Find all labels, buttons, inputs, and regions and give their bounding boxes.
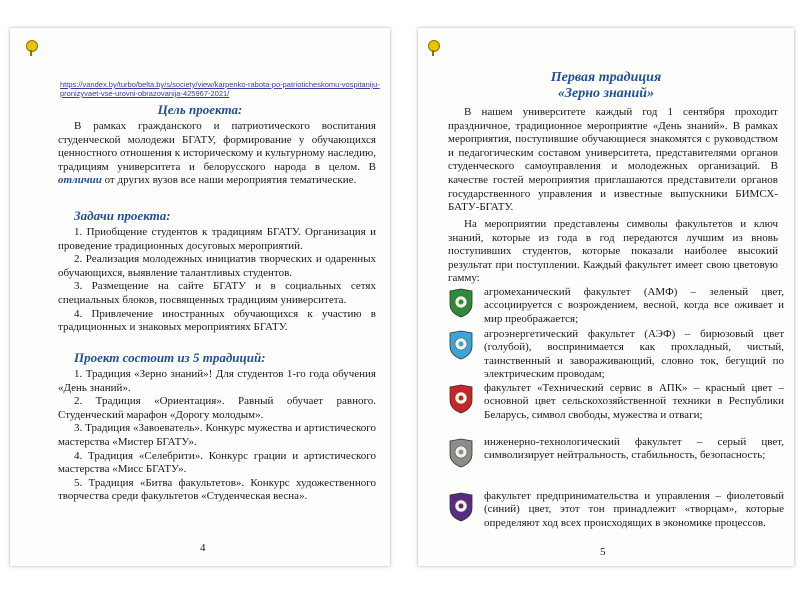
faculty-item [448,382,784,430]
faculty-item [448,286,784,334]
tasks-heading: Задачи проекта: [74,208,171,223]
pin-icon [428,40,440,52]
list-item: 4. Привлечение иностранных обучающихся к участию в традиционных и знаковых мероприятиях БГАТУ. [58,307,376,334]
page-subtitle: «Зерно знаний» [557,86,655,101]
amf-emblem-icon [448,288,474,318]
faculty-text: факультет «Технический сервис в АПК» – красный цвет – основной цвет сельскохозяйственной техники в Республики Беларусь, символ свободы, мужества и отваги; [484,382,784,421]
faculty-item [448,328,784,381]
fpu-emblem-icon [448,492,474,522]
list-item: 1. Традиция «Зерно знаний»! Для студентов 1-го года обучения «День знаний». [58,368,376,394]
source-link[interactable]: https://vandex.by/turbo/belta.by/s/society/view/karpenko-rabota-po-patrioticheskomu-vospitaniju-pronizyvaet-vse-urovni-obrazovanija-425967-2021/ [60,80,380,98]
list-item: 5. Традиция «Битва факультетов». Конкурс художественного творчества среди факультетов «Студенческая весна». [58,476,376,503]
list-item: 2. Традиция «Ориентация». Равный обучает равного. Студенческий марафон «Дорогу молодым». [58,395,376,421]
faculty-text: агроэнергетический факультет (АЭФ) – бирюзовый цвет (голубой), воспринимается как прохладный, чистый, таинственный и завораживающий, словно ток, бегущий по электрическим проводам; [484,328,784,381]
traditions-list [58,368,376,504]
right-page [418,28,794,566]
goal-text [58,120,376,188]
list-item: 1. Приобщение студентов к традициям БГАТУ. Организация и проведение традиционных досуговых мероприятий. [58,226,376,252]
page-number: 4 [200,542,206,554]
faculty-item [448,436,784,484]
faculty-item [448,490,784,538]
page-number: 5 [600,546,606,558]
aef-emblem-icon [448,330,474,360]
faculty-text: агромеханический факультет (АМФ) – зеленый цвет, ассоциируется с возрождением, весной, когда все оживает и мир преображается; [484,286,784,325]
tasks-list [58,226,376,335]
pin-icon [26,40,38,52]
goal-text-emphasis: отличии [58,174,102,187]
intro-paragraph: В нашем университете каждый год 1 сентября проходит праздничное, традиционное мероприятие «День знаний». В рамках мероприятия, поступившие обучающиеся знакомятся с руководством и педагогическим составом университета, представителями органов студенческого самоуправления и молодежных организаций. В качестве гостей мероприятия приглашаются представители органов государственного управления и известные выпускники БИМСХ-БАТУ-БГАТУ. [448,106,778,214]
itf-emblem-icon [448,438,474,468]
goal-text-part1: В рамках гражданского и патриотического воспитания студенческой молодежи БГАТУ, формирование у обучающихся ценностного отношения к историческому и культурному наследию, традициям университета и белорусского народа в целом. В [58,120,376,173]
list-item: 4. Традиция «Селебрити». Конкурс грации и артистического мастерства «Мисс БГАТУ». [58,449,376,476]
project-heading: Проект состоит из 5 традиций: [74,350,266,365]
goal-text-part2: от других вузов все наши мероприятия тематические. [101,174,357,187]
symbols-paragraph: На мероприятии представлены символы факультетов и ключ знаний, которые из года в год передаются лучшим из вновь поступивших студентов, которые показали наиболее высокий результат при поступлении. Каждый факультет имеет свою цветовую гамму: [448,218,778,285]
list-item: 2. Реализация молодежных инициатив творческих и одаренных обучающихся, выявление талантливых студентов. [58,253,376,279]
list-item: 3. Традиция «Завоеватель». Конкурс мужества и артистического мастерства «Мистер БГАТУ». [58,422,376,448]
faculty-text: инженерно-технологический факультет – серый цвет, символизирует нейтральность, стабильность, безопасность; [484,436,784,462]
page-title: Первая традиция [550,70,662,85]
goal-heading: Цель проекта: [157,102,243,117]
left-page [10,28,390,566]
tsapk-emblem-icon [448,384,474,414]
faculty-text: факультет предпринимательства и управления – фиолетовый (синий) цвет, этот тон принадлежит «творцам», которые определяют ход всех происходящих в экономике процессов. [484,490,784,529]
list-item: 3. Размещение на сайте БГАТУ и в социальных сетях специальных блоков, посвященных традициям университета. [58,280,376,306]
